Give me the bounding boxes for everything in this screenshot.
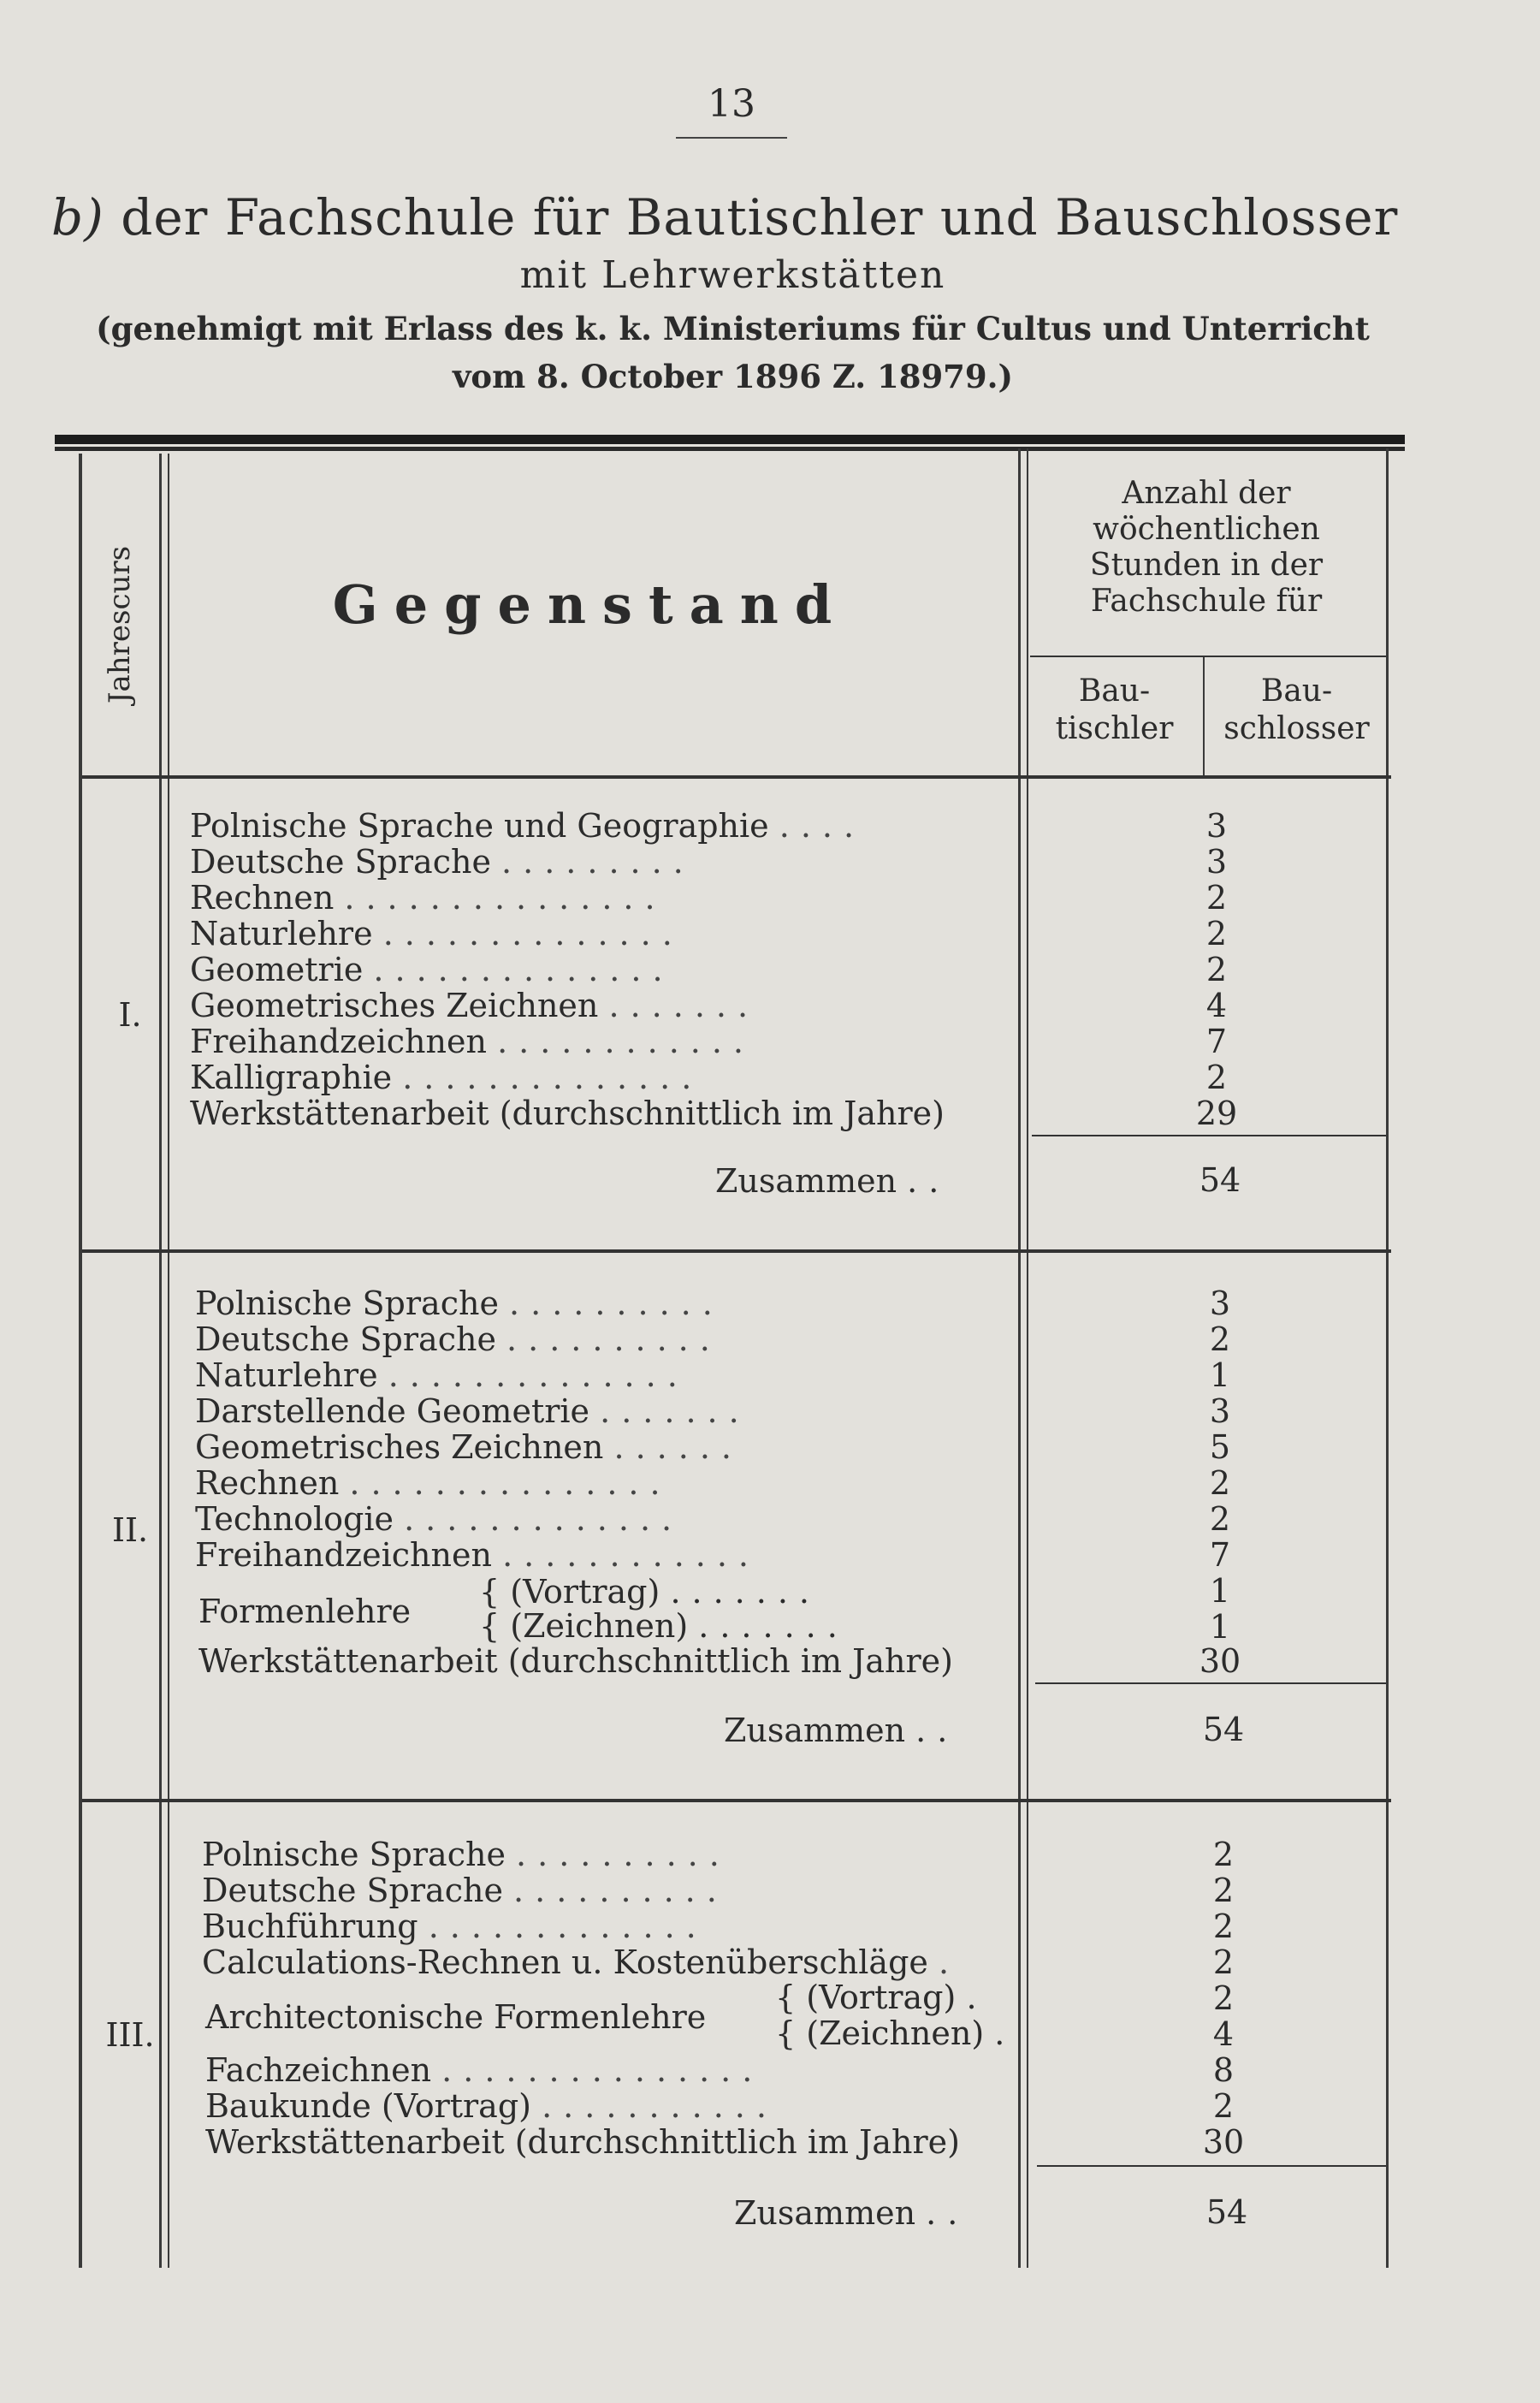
hours-value: 7 (1205, 1023, 1228, 1060)
table-row: Polnische Sprache .......... (195, 1285, 724, 1322)
hours-value: 2 (1205, 951, 1228, 988)
hours-value: 4 (1212, 2015, 1235, 2053)
hours-value: 1 (1209, 1608, 1231, 1646)
table-row: Freihandzeichnen ............ (190, 1023, 755, 1060)
table-row: Buchführung ............. (202, 1908, 708, 1945)
formenlehre-vortrag: { (Vortrag) ....... (479, 1573, 820, 1611)
section-1-total-rule (1032, 1135, 1386, 1136)
table-left-border (79, 454, 82, 2268)
table-row: Fachzeichnen ............... (205, 2051, 764, 2089)
table-row: Rechnen ............... (195, 1464, 672, 1502)
hours-value: 1 (1209, 1356, 1231, 1394)
formenlehre-zeichnen: { (Zeichnen) ....... (479, 1607, 849, 1645)
formenlehre-label: Formenlehre (198, 1593, 412, 1630)
hours-value: 2 (1212, 1872, 1235, 1909)
page-number: 13 (708, 82, 755, 126)
section-label-2: II. (111, 1511, 149, 1549)
hours-value: 2 (1209, 1500, 1231, 1538)
header-bauschlosser: Bau- schlosser (1223, 673, 1370, 746)
hours-value: 2 (1212, 2087, 1235, 2125)
year-column-divider (159, 454, 162, 2268)
header-bottom-rule (82, 775, 1391, 779)
hours-value: 4 (1205, 987, 1228, 1024)
table-row: Werkstättenarbeit (durchschnittlich im Jahre) (198, 1642, 953, 1680)
hours-value: 2 (1205, 915, 1228, 952)
header-year-course: Jahrescurs (103, 545, 137, 704)
hours-subcolumn-divider (1203, 657, 1205, 777)
section-total-value: 54 (1205, 2193, 1248, 2231)
title-main-text: der Fachschule für Bautischler und Bauschlosser (121, 188, 1399, 246)
header-bautischler: Bau- tischler (1055, 673, 1174, 746)
section-2-bottom-rule (82, 1799, 1391, 1802)
hours-value: 30 (1199, 1642, 1241, 1680)
hours-value: 3 (1205, 843, 1228, 881)
hours-header-divider (1030, 656, 1386, 657)
page-number-underline (676, 137, 787, 139)
table-row: Rechnen ............... (190, 879, 666, 917)
table-row: Freihandzeichnen ............ (195, 1536, 761, 1574)
section-label-3: III. (105, 2016, 155, 2054)
hours-value: 2 (1209, 1464, 1231, 1502)
section-total-value: 54 (1199, 1161, 1241, 1199)
decree-line-2: vom 8. October 1896 Z. 18979.) (452, 358, 1014, 395)
title-prefix: b) (51, 188, 104, 246)
table-row: Geometrisches Zeichnen ...... (195, 1428, 743, 1466)
hours-value: 30 (1202, 2123, 1245, 2161)
hours-value: 2 (1212, 1979, 1235, 2017)
table-row: Polnische Sprache und Geographie .... (190, 807, 866, 845)
table-row: Naturlehre .............. (195, 1356, 689, 1394)
section-total-label: Zusammen .. (715, 1162, 951, 1200)
subject-column-divider (1018, 448, 1021, 2268)
table-row: Baukunde (Vortrag) ........... (205, 2087, 778, 2125)
document-title (51, 188, 1420, 246)
hours-value: 2 (1209, 1320, 1231, 1358)
hours-value: 2 (1205, 1059, 1228, 1096)
hours-value: 2 (1212, 1908, 1235, 1945)
table-row: Darstellende Geometrie ....... (195, 1392, 750, 1430)
hours-value: 1 (1209, 1572, 1231, 1610)
table-row: Deutsche Sprache .......... (195, 1320, 721, 1358)
hours-value: 29 (1195, 1095, 1238, 1132)
hours-value: 3 (1209, 1285, 1231, 1322)
table-row: Werkstättenarbeit (durchschnittlich im Jahre) (205, 2123, 960, 2161)
table-row: Kalligraphie .............. (190, 1059, 703, 1096)
table-right-border (1386, 448, 1389, 2268)
table-row: Geometrisches Zeichnen ....... (190, 987, 760, 1024)
table-row: Calculations-Rechnen u. Kostenüberschläge . (202, 1943, 961, 1981)
table-row: Naturlehre .............. (190, 915, 684, 952)
table-row: Deutsche Sprache .......... (202, 1872, 728, 1909)
decree-line-1: (genehmigt mit Erlass des k. k. Ministeriums für Cultus und Unterricht (96, 310, 1370, 347)
hours-value: 2 (1212, 1943, 1235, 1981)
hours-value: 2 (1212, 1836, 1235, 1873)
section-total-value: 54 (1202, 1711, 1245, 1748)
year-column-divider-inner (168, 454, 169, 2268)
table-row: Technologie ............. (195, 1500, 684, 1538)
architectonic-label: Architectonische Formenlehre (205, 1998, 707, 2036)
hours-value: 3 (1209, 1392, 1231, 1430)
architectonic-zeichnen: { (Zeichnen) . (775, 2014, 1016, 2052)
table-row: Werkstättenarbeit (durchschnittlich im Jahre) (190, 1095, 945, 1132)
table-top-rule (55, 435, 1405, 447)
hours-value: 5 (1209, 1428, 1231, 1466)
architectonic-vortrag: { (Vortrag) . (775, 1979, 988, 2016)
header-subject: Gegenstand (332, 573, 849, 636)
section-3-total-rule (1037, 2165, 1386, 2167)
section-total-label: Zusammen .. (724, 1712, 959, 1749)
hours-value: 8 (1212, 2051, 1235, 2089)
hours-value: 2 (1205, 879, 1228, 917)
section-2-total-rule (1035, 1682, 1386, 1684)
section-1-bottom-rule (82, 1249, 1391, 1253)
hours-value: 3 (1205, 807, 1228, 845)
hours-value: 7 (1209, 1536, 1231, 1574)
section-label-1: I. (118, 996, 142, 1034)
title-subtitle: mit Lehrwerkstätten (519, 253, 946, 297)
header-weekly-hours: Anzahl der wöchentlichen Stunden in der Fachschule für (1089, 476, 1324, 619)
table-row: Deutsche Sprache ......... (190, 843, 695, 881)
table-row: Polnische Sprache .......... (202, 1836, 731, 1873)
table-row: Geometrie .............. (190, 951, 674, 988)
section-total-label: Zusammen .. (734, 2194, 969, 2232)
